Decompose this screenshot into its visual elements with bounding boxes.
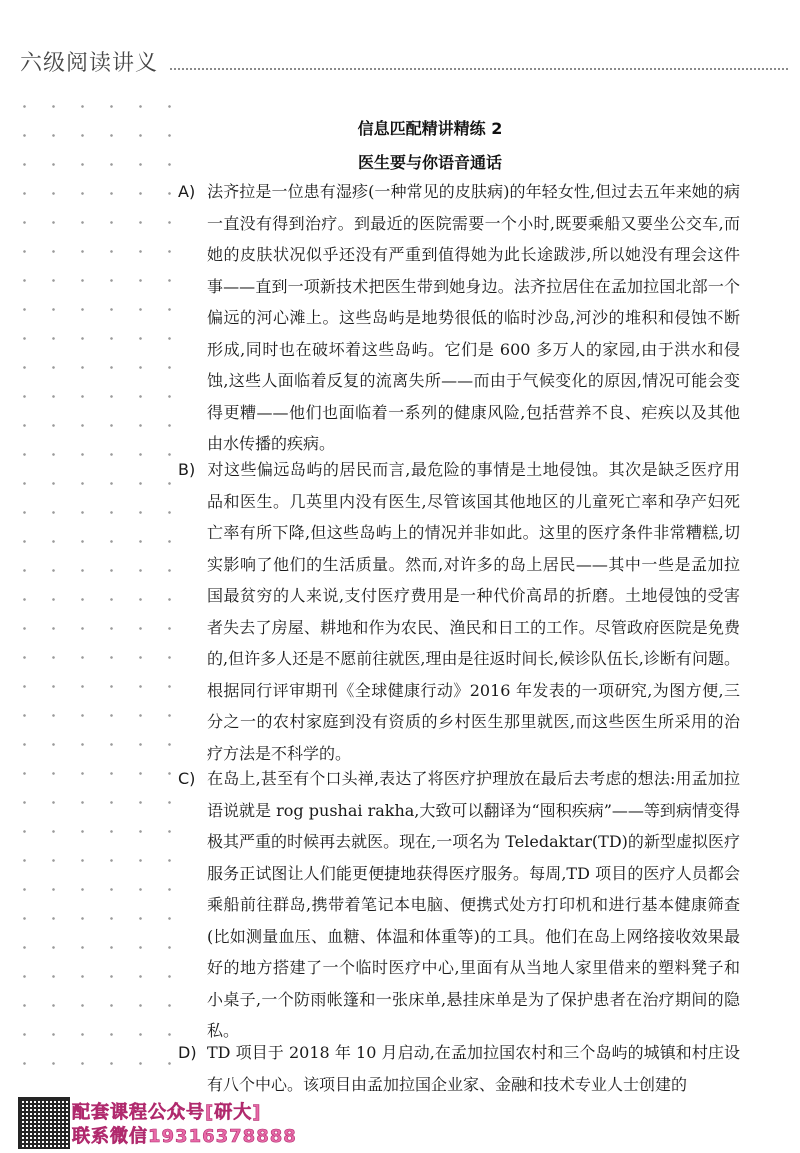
- paragraph-text: 法齐拉是一位患有湿疹(一种常见的皮肤病)的年轻女性,但过去五年来她的病一直没有得到治疗。到最近的医院需要一个小时,既要乘船又要坐公交车,而她的皮肤状况似乎还没有严重到值得她为此长途跋涉,所以她没有理会这件事——直到一项新技术把医生带到她身边。法齐拉居住在孟加拉国北部一个偏远的河心滩上。这些岛屿是地势很低的临时沙岛,河沙的堆积和侵蚀不断形成,同时也在破坏着这些岛屿。它们是 600 多万人的家园,由于洪水和侵蚀,这些人面临着反复的流离失所——而由于气候变化的原因,情况可能会变得更糟——他们也面临着一系列的健康风险,包括营养不良、疟疾以及其他由水传播的疾病。: [207, 182, 740, 453]
- dot-grid-decoration: [0, 88, 175, 1088]
- paragraph-d: [178, 1037, 740, 1100]
- paragraph-text: 在岛上,甚至有个口头禅,表达了将医疗护理放在最后去考虑的想法:用孟加拉语说就是 rog pushai rakha,大致可以翻译为“囤积疾病”——等到病情变得极其严重的时候再去就医。现在,一项名为 Teledaktar(TD)的新型虚拟医疗服务正试图让人们能更便捷地获得医疗服务。每周,TD 项目的医疗人员都会乘船前往群岛,携带着笔记本电脑、便携式处方打印机和进行基本健康筛查(比如测量血压、血糖、体温和体重等)的工具。他们在岛上网络接收效果最好的地方搭建了一个临时医疗中心,里面有从当地人家里借来的塑料凳子和小桌子,一个防雨帐篷和一张床单,悬挂床单是为了保护患者在治疗期间的隐私。: [207, 769, 740, 1040]
- paragraph-label: C): [178, 769, 196, 788]
- footer-promo-line-1: 配套课程公众号[研大]: [72, 1102, 262, 1123]
- document-subtitle: 医生要与你语音通话: [357, 153, 502, 172]
- paragraph-text: 对这些偏远岛屿的居民而言,最危险的事情是土地侵蚀。其次是缺乏医疗用品和医生。几英里内没有医生,尽管该国其他地区的儿童死亡率和孕产妇死亡率有所下降,但这些岛屿上的情况并非如此。这里的医疗条件非常糟糕,切实影响了他们的生活质量。然而,对许多的岛上居民——其中一些是孟加拉国最贫穷的人来说,支付医疗费用是一种代价高昂的折磨。土地侵蚀的受害者失去了房屋、耕地和作为农民、渔民和日工的工作。尽管政府医院是免费的,但许多人还是不愿前往就医,理由是往返时间长,候诊队伍长,诊断有问题。根据同行评审期刊《全球健康行动》2016 年发表的一项研究,为图方便,三分之一的农村家庭到没有资质的乡村医生那里就医,而这些医生所采用的治疗方法是不科学的。: [207, 460, 740, 763]
- paragraph-label: B): [178, 460, 196, 479]
- qr-code-icon: [18, 1097, 70, 1149]
- header-dotted-rule: [170, 68, 788, 70]
- paragraph-a: [178, 176, 740, 460]
- paragraph-b: [178, 454, 740, 769]
- paragraph-c: [178, 763, 740, 1047]
- paragraph-label: D): [178, 1043, 197, 1062]
- document-title: 信息匹配精讲精练 2: [357, 119, 503, 138]
- paragraph-text: TD 项目于 2018 年 10 月启动,在孟加拉国农村和三个岛屿的城镇和村庄设有八个中心。该项目由孟加拉国企业家、金融和技术专业人士创建的: [207, 1043, 740, 1094]
- paragraph-label: A): [178, 182, 196, 201]
- footer-promo-line-2: 联系微信19316378888: [72, 1126, 297, 1147]
- page-header-title: 六级阅读讲义: [20, 51, 159, 76]
